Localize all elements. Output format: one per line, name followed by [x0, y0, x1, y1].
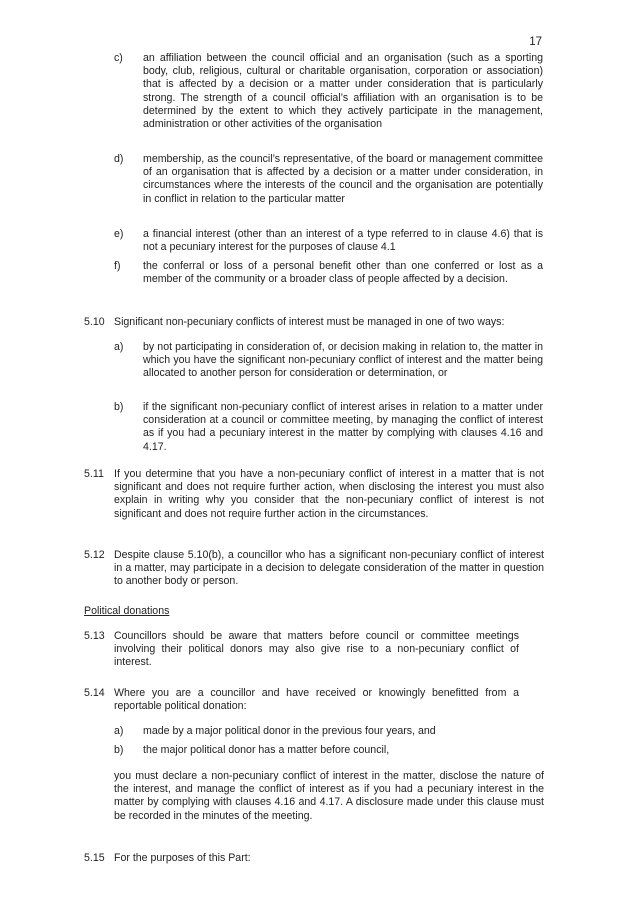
list-item-label: a) [114, 725, 124, 737]
list-item-text: an affiliation between the council official and an organisation (such as a sporting body, club, religious, cultural or charitable organisation, corporation or association) that is affected by a decision or a matter under consideration that is particularly strong. The strength of a council official’s affiliation with an organisation is to be determined by the extent to which they actively participate in the management, administration or other activities of the organisation [143, 52, 543, 131]
list-item-label: b) [114, 744, 124, 756]
section-heading: Political donations [84, 605, 170, 617]
list-item-text: if the significant non-pecuniary conflict of interest arises in relation to a matter under consideration at a council or committee meeting, by managing the conflict of interest as if you had a pecuniary interest in the matter by complying with clauses 4.16 and 4.17. [143, 401, 543, 453]
clause-text: Despite clause 5.10(b), a councillor who has a significant non-pecuniary conflict of interest in a matter, may participate in a decision to delegate consideration of the matter in question to another body or person. [114, 549, 544, 588]
list-item-label: f) [114, 260, 121, 272]
clause-number: 5.10 [84, 316, 105, 328]
list-item-label: d) [114, 153, 124, 165]
list-item-label: b) [114, 401, 124, 413]
clause-text: If you determine that you have a non-pecuniary conflict of interest in a matter that is not significant and does not require further action, when disclosing the interest you must also explain in writing why you consider that the non-pecuniary conflict of interest is not significant and does not require further action in the circumstances. [114, 468, 544, 520]
list-item-text: the major political donor has a matter before council, [143, 744, 390, 756]
clause-number: 5.15 [84, 852, 105, 864]
list-item-label: c) [114, 52, 123, 64]
clause-number: 5.13 [84, 630, 105, 642]
list-item-label: a) [114, 341, 124, 353]
list-item-text: a financial interest (other than an interest of a type referred to in clause 4.6) that is not a pecuniary interest for the purposes of clause 4.1 [143, 228, 543, 254]
list-item-text: by not participating in consideration of, or decision making in relation to, the matter in which you have the significant non-pecuniary conflict of interest and the matter being allocated to another person for consideration or determination, or [143, 341, 543, 380]
list-item-text: the conferral or loss of a personal benefit other than one conferred or lost as a member of the community or a broader class of people affected by a decision. [143, 260, 543, 286]
list-item-label: e) [114, 228, 124, 240]
page-number: 17 [529, 36, 542, 48]
clause-number: 5.11 [84, 468, 104, 480]
clause-text: Significant non-pecuniary conflicts of interest must be managed in one of two ways: [114, 316, 505, 328]
list-item-text: membership, as the council’s representative, of the board or management committee of an organisation that is affected by a decision or a matter under consideration, in circumstances where the interests of the council and the organisation are potentially in conflict in relation to the particular matter [143, 153, 543, 205]
list-item-text: made by a major political donor in the previous four years, and [143, 725, 436, 737]
clause-text: Councillors should be aware that matters before council or committee meetings involving their political donors may also give rise to a non-pecuniary conflict of interest. [114, 630, 519, 669]
clause-number: 5.12 [84, 549, 105, 561]
clause-text: For the purposes of this Part: [114, 852, 251, 864]
clause-number: 5.14 [84, 687, 105, 699]
clause-continuation: you must declare a non-pecuniary conflict of interest in the matter, disclose the nature of the interest, and manage the conflict of interest as if you had a pecuniary interest in the matter by complying with clauses 4.16 and 4.17. A disclosure made under this clause must be recorded in the minutes of the meeting. [114, 770, 544, 822]
clause-text: Where you are a councillor and have received or knowingly benefitted from a reportable political donation: [114, 687, 519, 713]
